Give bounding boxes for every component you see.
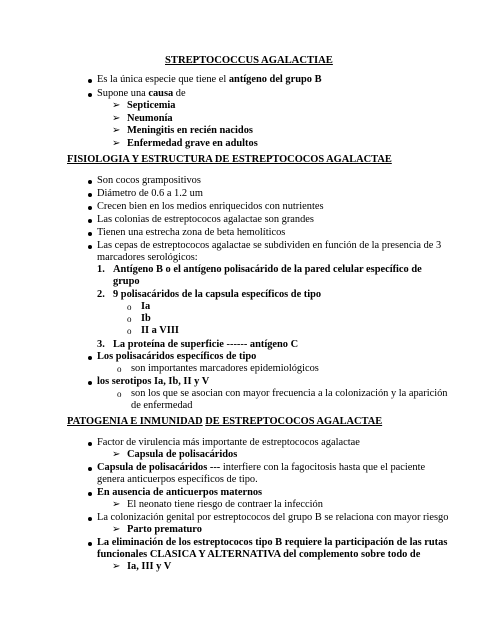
colonizacion-sub: Parto prematuro xyxy=(127,524,202,535)
capsule-type: Ia xyxy=(141,301,151,312)
bullet-icon xyxy=(88,492,92,496)
intro-line-2-bold: causa xyxy=(148,88,174,99)
capsula-text: interfiere con la fagocitosis hasta que el paciente xyxy=(220,462,426,473)
capsula-item xyxy=(97,462,425,475)
arrow-bullet-icon: ➢ xyxy=(112,138,121,149)
bullet-icon xyxy=(88,93,92,97)
ausencia-sub: El neonato tiene riesgo de contraer la infección xyxy=(127,499,323,510)
bullet-icon xyxy=(88,381,92,385)
bullet-icon xyxy=(88,542,92,546)
bullet-icon xyxy=(88,219,92,223)
bullet-icon xyxy=(88,356,92,360)
marker-2-line-1: 9 polisacáridos de la capsula específicos de tipo xyxy=(113,289,322,300)
arrow-bullet-icon: ➢ xyxy=(112,449,121,460)
heading-part-2: DE ESTREPTOCOCOS AGALACTAE xyxy=(205,416,383,427)
circle-bullet-icon: o xyxy=(127,314,132,324)
capsule-type: Ib xyxy=(141,313,151,324)
intro-line-2-tail: de xyxy=(173,88,186,99)
fact-item: Crecen bien en los medios enriquecidos con nutrientes xyxy=(97,201,324,212)
section-heading-fisiologia: FISIOLOGIA Y ESTRUCTURA DE ESTREPTOCOCOS AGALACTAE xyxy=(67,154,392,165)
fact-item: Tienen una estrecha zona de beta hemolíticos xyxy=(97,227,286,238)
polisacaridos-sub: son importantes marcadores epidemiológicos xyxy=(131,363,319,374)
cause-item: Septicemia xyxy=(127,100,176,111)
marker-number: 2. xyxy=(97,289,105,300)
marker-1-line-1: Antígeno B o el antígeno polisacárido de la pared celular específico de xyxy=(113,264,422,275)
factor-sub: Capsula de polisacáridos xyxy=(127,449,238,460)
cepas-line-1: Las cepas de estreptococos agalactae se subdividen en función de la presencia de 3 xyxy=(97,240,442,251)
fact-item: Las colonias de estreptococos agalactae son grandes xyxy=(97,214,314,225)
intro-line-2 xyxy=(97,88,186,101)
marker-3-line-1: La proteína de superficie ------ antígeno C xyxy=(113,339,299,350)
eliminacion-line-1: La eliminación de los estreptococos tipo B requiere la participación de las rutas xyxy=(97,537,448,548)
bullet-icon xyxy=(88,206,92,210)
circle-bullet-icon: o xyxy=(117,364,122,374)
serotipos-sub-2: de enfermedad xyxy=(131,400,193,411)
section-heading-patogenia xyxy=(67,416,382,429)
intro-line-1-bold: antígeno del grupo B xyxy=(228,74,322,85)
fact-item: Son cocos grampositivos xyxy=(97,175,201,186)
circle-bullet-icon: o xyxy=(127,302,132,312)
marker-number: 3. xyxy=(97,339,105,350)
eliminacion-line-2: funcionales CLASICA Y ALTERNATIVA del complemento sobre todo de xyxy=(97,549,421,560)
bullet-icon xyxy=(88,467,92,471)
marker-1-line-2: grupo xyxy=(113,276,140,287)
bullet-icon xyxy=(88,180,92,184)
arrow-bullet-icon: ➢ xyxy=(112,561,121,572)
serotipos-sub-1: son los que se asocian con mayor frecuencia a la colonización y la aparición xyxy=(131,388,448,399)
cause-item: Neumonía xyxy=(127,113,173,124)
document-title: STREPTOCOCCUS AGALACTIAE xyxy=(165,55,333,66)
cause-item: Enfermedad grave en adultos xyxy=(127,138,258,149)
arrow-bullet-icon: ➢ xyxy=(112,524,121,535)
marker-number: 1. xyxy=(97,264,105,275)
capsula-bold: Capsula de polisacáridos --- xyxy=(97,462,221,473)
colonizacion-item: La colonización genital por estreptococos del grupo B se relaciona con mayor riesgo xyxy=(97,512,449,523)
arrow-bullet-icon: ➢ xyxy=(112,499,121,510)
arrow-bullet-icon: ➢ xyxy=(112,100,121,111)
arrow-bullet-icon: ➢ xyxy=(112,125,121,136)
bullet-icon xyxy=(88,245,92,249)
bullet-icon xyxy=(88,442,92,446)
factor-item: Factor de virulencia más importante de estreptococos agalactae xyxy=(97,437,360,448)
circle-bullet-icon: o xyxy=(127,326,132,336)
arrow-bullet-icon: ➢ xyxy=(112,113,121,124)
intro-line-2-text: Supone una xyxy=(97,88,149,99)
capsula-line-2: genera anticuerpos específicos de tipo. xyxy=(97,474,258,485)
intro-line-1 xyxy=(97,74,322,87)
serotipos-item: los serotipos Ia, Ib, II y V xyxy=(97,376,210,387)
circle-bullet-icon: o xyxy=(117,389,122,399)
bullet-icon xyxy=(88,517,92,521)
capsule-type: II a VIII xyxy=(141,325,179,336)
bullet-icon xyxy=(88,193,92,197)
cepas-line-2: marcadores serológicos: xyxy=(97,252,198,263)
heading-part-1: PATOGENIA E INMUNIDAD xyxy=(67,416,203,427)
bullet-icon xyxy=(88,79,92,83)
eliminacion-sub: Ia, III y V xyxy=(127,561,172,572)
polisacaridos-item: Los polisacáridos específicos de tipo xyxy=(97,351,257,362)
intro-line-1-text: Es la única especie que tiene el xyxy=(97,74,229,85)
ausencia-item: En ausencia de anticuerpos maternos xyxy=(97,487,263,498)
bullet-icon xyxy=(88,232,92,236)
cause-item: Meningitis en recién nacidos xyxy=(127,125,253,136)
fact-item: Diámetro de 0.6 a 1.2 um xyxy=(97,188,203,199)
